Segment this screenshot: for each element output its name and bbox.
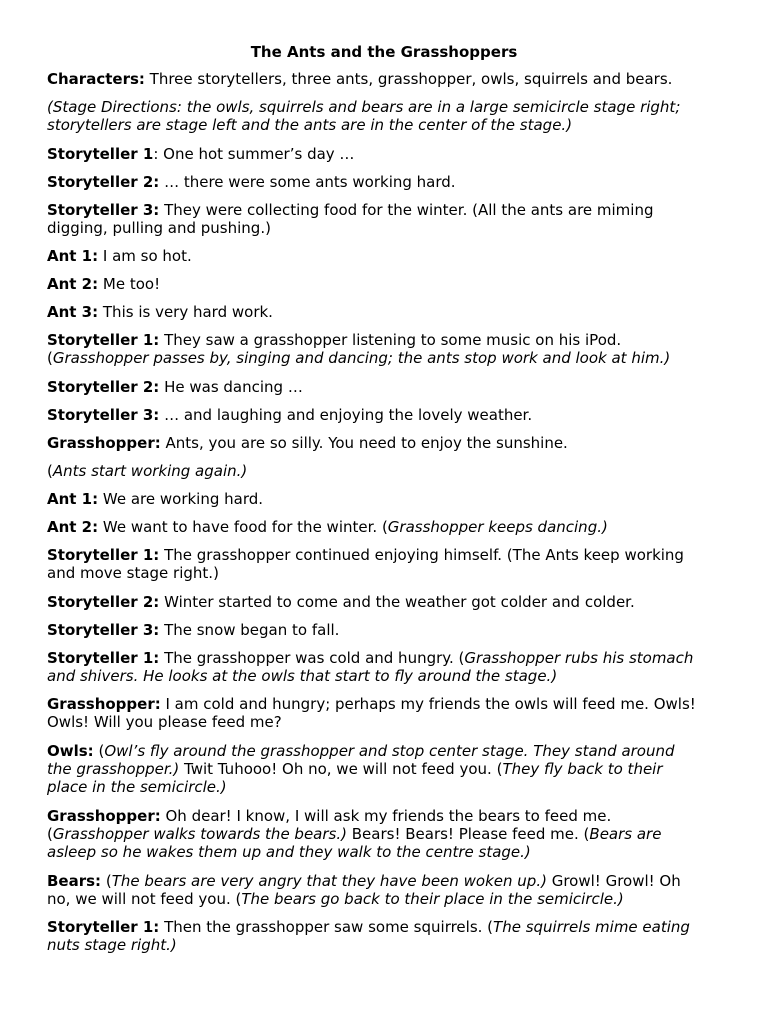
stage-direction-text: asleep so he wakes them up and they walk to the centre stage.) xyxy=(47,843,531,861)
paragraph-line xyxy=(47,778,727,796)
stage-direction-text: place in the semicircle.) xyxy=(47,778,227,796)
script-paragraph xyxy=(47,406,727,424)
speaker-label: Storyteller 2: xyxy=(47,593,160,611)
script-paragraph xyxy=(47,593,727,611)
script-paragraph xyxy=(47,621,727,639)
paragraph-line xyxy=(47,807,727,825)
speaker-label: Storyteller 1: xyxy=(47,918,160,936)
dialogue-text: ( xyxy=(47,462,53,480)
speaker-label: Characters: xyxy=(47,70,145,88)
speaker-label: Grasshopper: xyxy=(47,434,161,452)
paragraph-line xyxy=(47,825,727,843)
dialogue-text: I am cold and hungry; perhaps my friends the owls will feed me. Owls! xyxy=(160,695,696,713)
stage-direction-text: storytellers are stage left and the ants are in the center of the stage.) xyxy=(47,116,573,134)
speaker-label: Ant 1: xyxy=(47,490,99,508)
script-paragraph xyxy=(47,247,727,265)
paragraph-line xyxy=(47,116,727,134)
script-paragraph xyxy=(47,918,727,954)
script-paragraph xyxy=(47,331,727,367)
dialogue-text: The grasshopper continued enjoying himself. (The Ants keep working xyxy=(159,546,684,564)
paragraph-line xyxy=(47,890,727,908)
stage-direction-text: Grasshopper keeps dancing.) xyxy=(387,518,608,536)
paragraph-line xyxy=(47,349,727,367)
dialogue-text: ( xyxy=(93,742,105,760)
paragraph-line xyxy=(47,621,727,639)
paragraph-line xyxy=(47,98,727,116)
script-paragraph xyxy=(47,145,727,163)
speaker-label: Storyteller 1: xyxy=(47,546,160,564)
stage-direction-text: Owl’s fly around the grasshopper and stop center stage. They stand around xyxy=(104,742,675,760)
script-paragraph xyxy=(47,434,727,452)
speaker-label: Storyteller 2: xyxy=(47,173,160,191)
paragraph-line xyxy=(47,303,727,321)
speaker-label: Storyteller 3: xyxy=(47,201,160,219)
stage-direction-text: (Stage Directions: the owls, squirrels and bears are in a large semicircle stage right; xyxy=(47,98,681,116)
dialogue-text: ( xyxy=(47,825,53,843)
dialogue-text: and move stage right.) xyxy=(47,564,219,582)
paragraph-line xyxy=(47,406,727,424)
stage-direction-text: The squirrels mime eating xyxy=(493,918,690,936)
speaker-label: Owls: xyxy=(47,742,94,760)
dialogue-text: ( xyxy=(47,349,53,367)
script-paragraph xyxy=(47,173,727,191)
speaker-label: Ant 2: xyxy=(47,518,99,536)
speaker-label: Ant 2: xyxy=(47,275,99,293)
stage-direction-text: The bears are very angry that they have been woken up.) xyxy=(111,872,547,890)
stage-direction-text: and shivers. He looks at the owls that start to fly around the stage.) xyxy=(47,667,558,685)
paragraph-line xyxy=(47,518,727,536)
paragraph-line xyxy=(47,918,727,936)
paragraph-line xyxy=(47,546,727,564)
paragraph-line xyxy=(47,593,727,611)
speaker-label: Grasshopper: xyxy=(47,695,161,713)
paragraph-line xyxy=(47,936,727,954)
stage-direction-text: Bears are xyxy=(589,825,662,843)
stage-direction-text: Grasshopper rubs his stomach xyxy=(464,649,694,667)
paragraph-line xyxy=(47,173,727,191)
speaker-label: Storyteller 1: xyxy=(47,649,160,667)
paragraph-line xyxy=(47,843,727,861)
paragraph-line xyxy=(47,201,727,219)
dialogue-text: Me too! xyxy=(98,275,161,293)
paragraph-line xyxy=(47,70,727,88)
paragraph-line xyxy=(47,667,727,685)
stage-direction-text: the grasshopper.) xyxy=(47,760,180,778)
speaker-label: Storyteller 3: xyxy=(47,406,160,424)
speaker-label: Bears: xyxy=(47,872,102,890)
paragraph-line xyxy=(47,378,727,396)
dialogue-text: Ants, you are so silly. You need to enjoy the sunshine. xyxy=(160,434,568,452)
dialogue-text: … there were some ants working hard. xyxy=(159,173,456,191)
dialogue-text: They were collecting food for the winter. (All the ants are miming xyxy=(159,201,654,219)
script-paragraph xyxy=(47,518,727,536)
paragraph-line xyxy=(47,145,727,163)
speaker-label: Ant 1: xyxy=(47,247,99,265)
paragraph-line xyxy=(47,462,727,480)
paragraph-line xyxy=(47,275,727,293)
stage-direction-text: The bears go back to their place in the semicircle.) xyxy=(241,890,624,908)
speaker-label: Storyteller 3: xyxy=(47,621,160,639)
dialogue-text: This is very hard work. xyxy=(98,303,273,321)
script-paragraph xyxy=(47,378,727,396)
dialogue-text: We are working hard. xyxy=(98,490,264,508)
paragraph-line xyxy=(47,872,727,890)
dialogue-text: The grasshopper was cold and hungry. ( xyxy=(159,649,465,667)
script-paragraph xyxy=(47,70,727,88)
dialogue-text: Twit Tuhooo! Oh no, we will not feed you. ( xyxy=(179,760,503,778)
script-paragraph xyxy=(47,649,727,685)
paragraph-line xyxy=(47,564,727,582)
dialogue-text: The snow began to fall. xyxy=(159,621,340,639)
script-paragraph xyxy=(47,303,727,321)
speaker-label: Grasshopper: xyxy=(47,807,161,825)
dialogue-text: digging, pulling and pushing.) xyxy=(47,219,271,237)
dialogue-text: no, we will not feed you. ( xyxy=(47,890,242,908)
paragraph-line xyxy=(47,742,727,760)
dialogue-text: Oh dear! I know, I will ask my friends the bears to feed me. xyxy=(160,807,612,825)
script-paragraph xyxy=(47,742,727,796)
paragraph-line xyxy=(47,434,727,452)
dialogue-text: Winter started to come and the weather got colder and colder. xyxy=(159,593,635,611)
stage-direction-text: Grasshopper passes by, singing and dancing; the ants stop work and look at him.) xyxy=(52,349,671,367)
paragraph-line xyxy=(47,490,727,508)
dialogue-text: We want to have food for the winter. ( xyxy=(98,518,388,536)
dialogue-text: Then the grasshopper saw some squirrels. ( xyxy=(159,918,494,936)
dialogue-text: ( xyxy=(101,872,112,890)
dialogue-text: … and laughing and enjoying the lovely weather. xyxy=(159,406,533,424)
script-paragraph xyxy=(47,807,727,861)
dialogue-text: Bears! Bears! Please feed me. ( xyxy=(346,825,590,843)
script-paragraph xyxy=(47,275,727,293)
dialogue-text: Three storytellers, three ants, grasshopper, owls, squirrels and bears. xyxy=(144,70,673,88)
script-paragraph xyxy=(47,98,727,134)
paragraph-line xyxy=(47,760,727,778)
document-title: The Ants and the Grasshoppers xyxy=(250,43,518,61)
paragraph-line xyxy=(47,713,727,731)
paragraph-line xyxy=(47,695,727,713)
stage-direction-text: Ants start working again.) xyxy=(52,462,248,480)
paragraph-line xyxy=(47,649,727,667)
paragraph-line xyxy=(47,247,727,265)
speaker-label: Storyteller 2: xyxy=(47,378,160,396)
script-paragraph xyxy=(47,872,727,908)
dialogue-text: I am so hot. xyxy=(98,247,192,265)
stage-direction-text: They fly back to their xyxy=(502,760,663,778)
dialogue-text: Owls! Will you please feed me? xyxy=(47,713,282,731)
paragraph-line xyxy=(47,219,727,237)
stage-direction-text: Grasshopper walks towards the bears.) xyxy=(52,825,347,843)
script-paragraph xyxy=(47,546,727,582)
script-paragraph xyxy=(47,490,727,508)
script-paragraph xyxy=(47,201,727,237)
script-paragraph xyxy=(47,695,727,731)
dialogue-text: He was dancing … xyxy=(159,378,303,396)
dialogue-text: : One hot summer’s day … xyxy=(153,145,355,163)
speaker-label: Ant 3: xyxy=(47,303,99,321)
paragraph-line xyxy=(47,331,727,349)
speaker-label: Storyteller 1 xyxy=(47,145,154,163)
dialogue-text: They saw a grasshopper listening to some music on his iPod. xyxy=(159,331,622,349)
dialogue-text: Growl! Growl! Oh xyxy=(546,872,681,890)
stage-direction-text: nuts stage right.) xyxy=(47,936,177,954)
script-paragraph xyxy=(47,462,727,480)
speaker-label: Storyteller 1: xyxy=(47,331,160,349)
